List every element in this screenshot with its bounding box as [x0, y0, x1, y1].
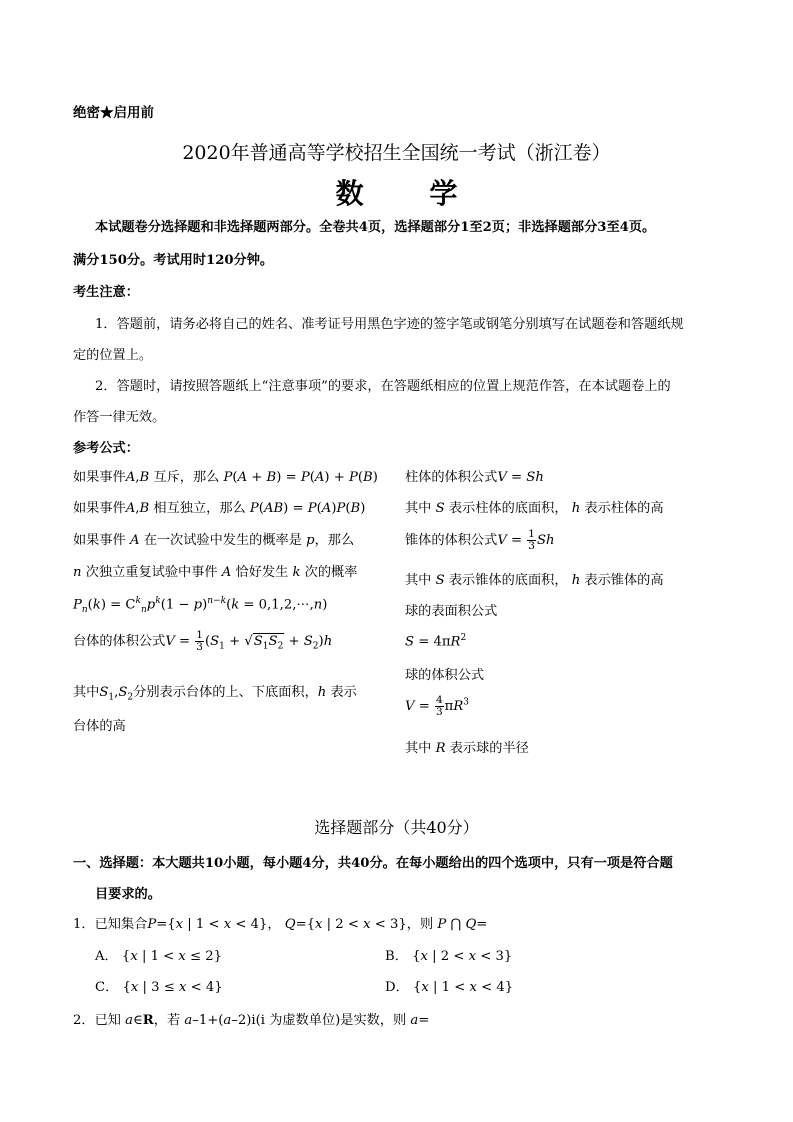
intro-line-2: 满分150分。考试用时120分钟。: [73, 253, 274, 268]
question-1-option-d[interactable]: D． {x | 1 < x < 4}: [385, 980, 514, 995]
formula-binomial-expression: $P_n(k) = C^k_np^k(1 - p)^{n-k}(k$ = 0,1,2,⋯,n): [73, 596, 328, 616]
formula-frustum-note-2: 台体的高: [73, 719, 126, 734]
notice-item-2-line-2: 作答一律无效。: [73, 410, 166, 425]
question-1-option-c[interactable]: C． {x | 3 ≤ x < 4}: [95, 980, 223, 995]
formula-pyramid-volume: 锥体的体积公式V = $\frac{1}{3}$ Sh: [405, 528, 555, 552]
formula-sphere-volume-label: 球的体积公式: [405, 668, 485, 683]
notice-item-1-line-1: 1．答题前，请务必将自己的姓名、准考证号用黑色字迹的签字笔或钢笔分别填写在试题卷和答题纸规: [95, 317, 684, 332]
formula-sphere-surface: $S = 4\pi R^2$: [405, 633, 467, 650]
subject-title: 数 学: [335, 177, 486, 210]
notice-item-1-line-2: 定的位置上。: [73, 348, 153, 363]
intro-line-1: 本试题卷分选择题和非选择题两部分。全卷共4页，选择题部分1至2页；非选择题部分3至4页。: [95, 220, 656, 235]
formula-binomial-line-1: 如果事件 A 在一次试验中发生的概率是 p，那么: [73, 533, 355, 548]
formula-independent: 如果事件A,B 相互独立，那么 P(AB) = P(A)P(B): [73, 501, 366, 516]
section-instruction-line-1: 一、选择题：本大题共10小题，每小题4分，共40分。在每小题给出的四个选项中，只有一项是符合题: [73, 856, 673, 871]
formula-binomial-line-2: n 次独立重复试验中事件 A 恰好发生 k 次的概率: [73, 565, 358, 580]
secret-label: 绝密★启用前: [73, 105, 154, 121]
section-instruction-line-2: 目要求的。: [95, 887, 161, 902]
notice-item-2-line-1: 2．答题时，请按照答题纸上“注意事项”的要求，在答题纸相应的位置上规范作答，在本试题卷上的: [95, 379, 671, 394]
formula-sphere-note: 其中 R 表示球的半径: [405, 741, 529, 756]
notice-heading: 考生注意：: [73, 285, 139, 300]
formula-sphere-volume: V = $\frac{4}{3}$ $\pi R^3$: [405, 694, 469, 718]
formula-sphere-surface-label: 球的表面积公式: [405, 604, 498, 619]
formula-pyramid-note: 其中 S 表示锥体的底面积， h 表示锥体的高: [405, 573, 664, 588]
question-1-option-b[interactable]: B． {x | 2 < x < 3}: [385, 949, 513, 964]
formulas-heading: 参考公式：: [73, 441, 139, 456]
formula-frustum-note-1: 其中$S_1,S_2$分别表示台体的上、下底面积，h 表示: [73, 685, 357, 703]
formula-prism-note: 其中 S 表示柱体的底面积， h 表示柱体的高: [405, 501, 664, 516]
question-1-option-a[interactable]: A． {x | 1 < x ≤ 2}: [95, 949, 223, 964]
question-1-stem: 1．已知集合P={x | 1 < x < 4}， Q={x | 2 < x < 3}，则 P ⋂ Q=: [73, 917, 488, 932]
formula-mutually-exclusive: 如果事件A,B 互斥，那么 P(A + B) = P(A) + P(B): [73, 470, 378, 485]
formula-prism-volume: 柱体的体积公式V = Sh: [405, 470, 544, 485]
question-2-stem: 2．已知 a∈R，若 a–1+(a–2)i(i 为虚数单位)是实数，则 a=: [73, 1013, 430, 1028]
formula-frustum-volume: 台体的体积公式V = $\frac{1}{3}$ $(S_1 + √S_1S_2 + S_2)h$: [73, 629, 333, 653]
exam-title: 2020年普通高等学校招生全国统一考试（浙江卷）: [182, 142, 611, 164]
section-title: 选择题部分（共40分）: [314, 818, 479, 837]
